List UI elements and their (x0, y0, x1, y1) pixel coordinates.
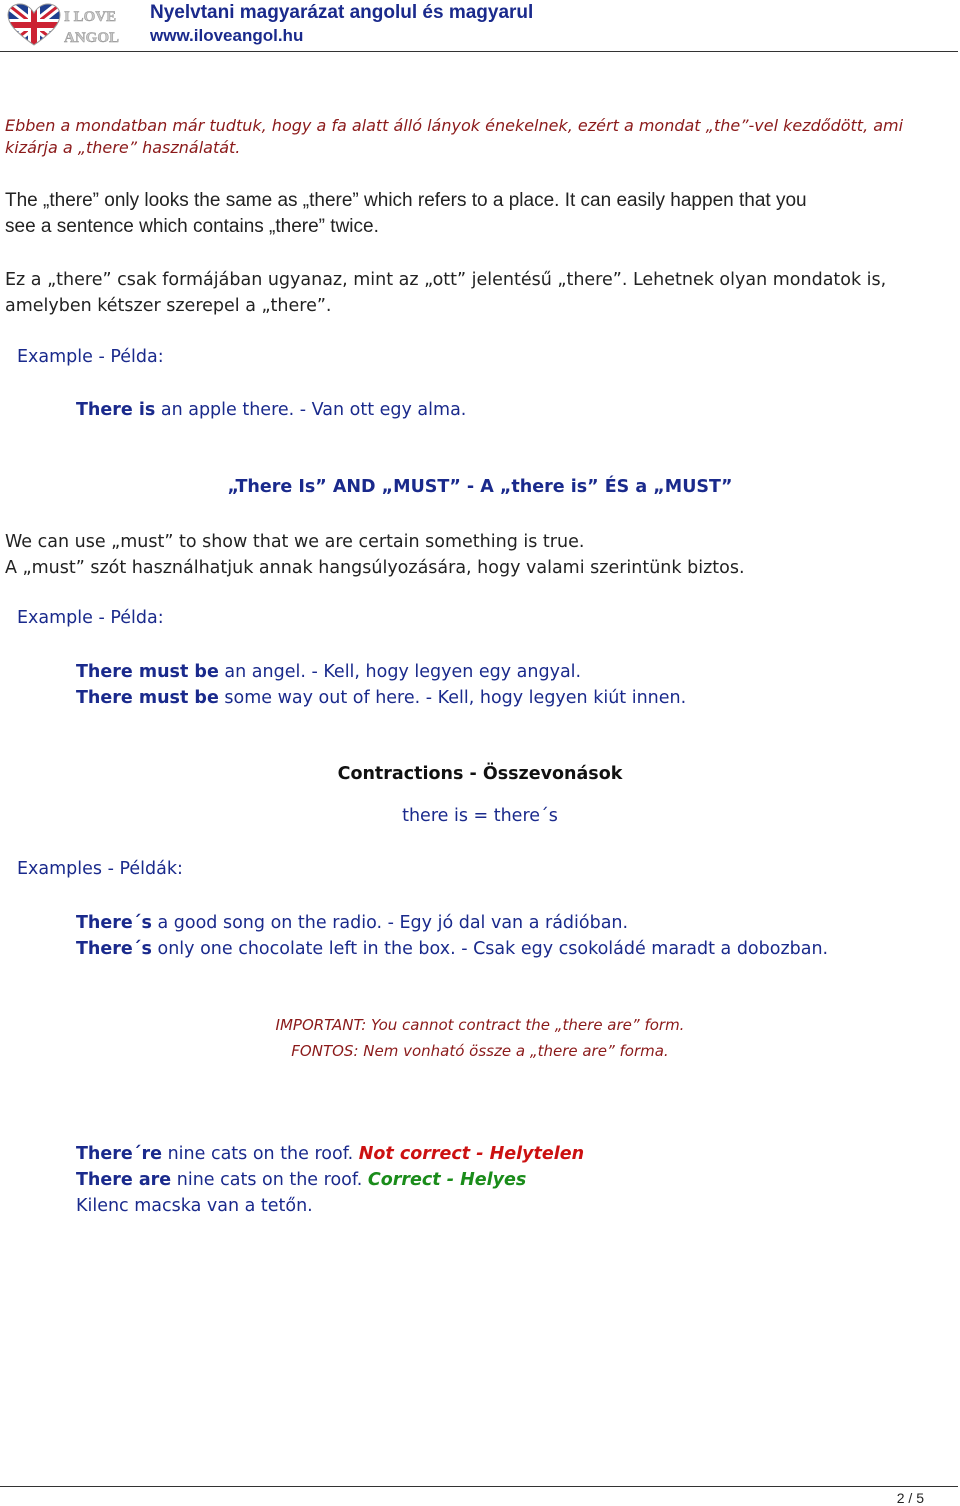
example-bold: There must be (76, 662, 219, 682)
examples-label: Examples - Példák: (17, 859, 183, 879)
hu-paragraph (5, 267, 955, 319)
must-explanation (5, 529, 955, 581)
en-line: The „there” only looks the same as „there” which refers to a place. It can easily happen that you (5, 190, 807, 211)
footer-divider (0, 1486, 958, 1487)
translation: Kilenc macska van a tetőn. (76, 1196, 313, 1216)
example-bold: There are (76, 1170, 172, 1190)
logo-text-2: ANGOL (64, 30, 120, 46)
must-hu: A „must” szót használhatjuk annak hangsúlyozására, hogy valami szerintünk biztos. (5, 558, 745, 578)
hu-line: amelyben kétszer szerepel a „there”. (5, 296, 332, 316)
example-rest: nine cats on the roof. (171, 1170, 368, 1190)
example-sentence (76, 936, 828, 962)
right-example (76, 1167, 526, 1193)
must-en: We can use „must” to show that we are certain something is true. (5, 532, 585, 552)
header-url[interactable]: www.iloveangol.hu (150, 26, 304, 45)
example-label: Example - Példa: (17, 608, 164, 628)
en-line: see a sentence which contains „there” twice. (5, 216, 379, 237)
example-bold: There´s (76, 939, 152, 959)
page-number: 2 / 5 (896, 1490, 924, 1506)
example-rest: an apple there. - Van ott egy alma. (155, 400, 467, 420)
contraction-formula: there is = there´s (402, 806, 558, 826)
example-rest: a good song on the radio. - Egy jó dal van a rádióban. (151, 913, 629, 933)
important-en: IMPORTANT: You cannot contract the „there are” form. (275, 1016, 685, 1034)
wrong-example (76, 1141, 584, 1167)
example-label: Example - Példa: (17, 347, 164, 367)
not-correct-tag: Not correct - Helytelen (358, 1144, 585, 1164)
example-bold: There must be (76, 688, 219, 708)
en-paragraph (5, 188, 955, 240)
example-bold: There is (76, 400, 156, 420)
example-bold: There´s (76, 913, 152, 933)
example-rest: only one chocolate left in the box. - Csak egy csokoládé maradt a dobozban. (151, 939, 829, 959)
example-sentence (76, 910, 628, 936)
correct-tag: Correct - Helyes (367, 1170, 527, 1190)
hu-line: Ez a „there” csak formájában ugyanaz, mint az „ott” jelentésű „there”. Lehetnek olyan mondatok is, (5, 270, 887, 290)
example-sentence (76, 397, 466, 423)
important-hu: FONTOS: Nem vonható össze a „there are” forma. (291, 1042, 669, 1060)
contractions-heading: Contractions - Összevonások (337, 764, 623, 784)
header-divider (0, 51, 958, 52)
header-title: Nyelvtani magyarázat angolul és magyarul (150, 2, 534, 23)
example-rest: some way out of here. - Kell, hogy legyen kiút innen. (218, 688, 687, 708)
example-rest: nine cats on the roof. (162, 1144, 359, 1164)
heart-flag-icon (6, 3, 130, 47)
example-bold: There´re (76, 1144, 163, 1164)
must-heading: „There Is” AND „MUST” - A „there is” ÉS a „MUST” (227, 477, 733, 497)
example-sentence (76, 659, 581, 685)
example-sentence (76, 685, 686, 711)
logo-text-1: I LOVE (64, 9, 117, 25)
hu-italic-paragraph (5, 115, 955, 159)
hu-italic-line: Ebben a mondatban már tudtuk, hogy a fa alatt álló lányok énekelnek, ezért a mondat „the”-vel kezdődött, ami (5, 116, 904, 135)
example-rest: an angel. - Kell, hogy legyen egy angyal. (218, 662, 582, 682)
site-logo[interactable] (6, 3, 130, 47)
hu-italic-line: kizárja a „there” használatát. (5, 138, 241, 157)
